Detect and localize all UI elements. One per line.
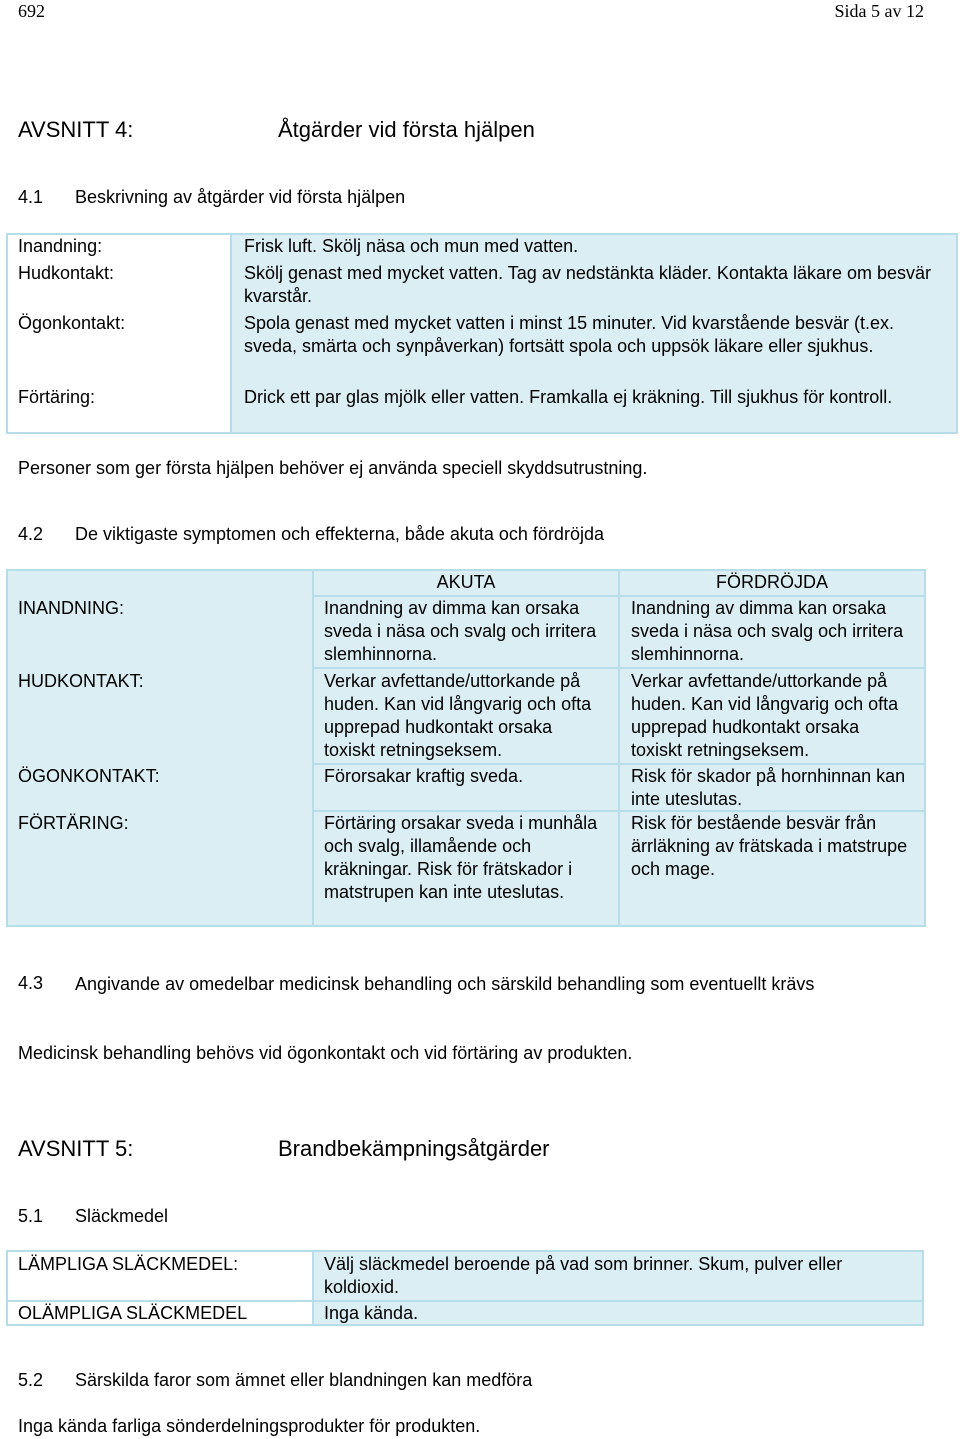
subsection-4-1-title: Beskrivning av åtgärder vid första hjälpen — [75, 187, 406, 207]
section-4-label: AVSNITT 4: — [18, 117, 134, 142]
symptoms-delayed-inhalation: Inandning av dimma kan orsaka sveda i näsa och svalg och irritera slemhinnorna. — [631, 598, 904, 664]
extinguishing-label-suitable: LÄMPLIGA SLÄCKMEDEL: — [18, 1254, 239, 1274]
symptoms-acute-ingestion: Förtäring orsakar sveda i munhåla och svalg, illamående och kräkningar. Risk för frätskador i matstrupen kan inte uteslutas. — [324, 813, 598, 902]
extinguishing-text-unsuitable: Inga kända. — [324, 1303, 419, 1323]
subsection-4-2-number: 4.2 — [18, 524, 44, 544]
symptoms-header-delayed: FÖRDRÖJDA — [716, 572, 828, 592]
symptoms-divider-1 — [312, 569, 314, 927]
subsection-5-2-title: Särskilda faror som ämnet eller blandningen kan medföra — [75, 1370, 533, 1390]
symptoms-acute-skin: Verkar avfettande/uttorkande på huden. Kan vid långvarig och ofta upprepad hudkontakt orsaka toxiskt retningseksem. — [324, 671, 592, 760]
section-5-label: AVSNITT 5: — [18, 1136, 134, 1161]
symptoms-delayed-eyes: Risk för skador på hornhinnan kan inte uteslutas. — [631, 766, 906, 809]
first-aid-divider — [230, 233, 232, 434]
first-aid-note: Personer som ger första hjälpen behöver ej använda speciell skyddsutrustning. — [18, 458, 648, 478]
first-aid-label-eyes: Ögonkontakt: — [18, 313, 126, 333]
first-aid-label-skin: Hudkontakt: — [18, 263, 115, 283]
subsection-4-3-title: Angivande av omedelbar medicinsk behandling och särskild behandling som eventuellt krävs — [75, 974, 815, 994]
symptoms-header-acute: AKUTA — [436, 572, 496, 592]
symptoms-rule-1 — [314, 667, 924, 669]
medical-treatment-text: Medicinsk behandling behövs vid ögonkontakt och vid förtäring av produkten. — [18, 1043, 633, 1063]
page-number: 692 — [18, 1, 45, 21]
extinguishing-label-unsuitable: OLÄMPLIGA SLÄCKMEDEL — [18, 1303, 248, 1323]
hazards-text: Inga kända farliga sönderdelningsprodukter för produkten. — [18, 1416, 481, 1436]
subsection-4-1-number: 4.1 — [18, 187, 44, 207]
symptoms-delayed-skin: Verkar avfettande/uttorkande på huden. Kan vid långvarig och ofta upprepad hudkontakt orsaka toxiskt retningseksem. — [631, 671, 899, 760]
extinguishing-text-suitable: Välj släckmedel beroende på vad som brinner. Skum, pulver eller koldioxid. — [324, 1254, 843, 1297]
section-5-title: Brandbekämpningsåtgärder — [278, 1136, 550, 1161]
symptoms-acute-inhalation: Inandning av dimma kan orsaka sveda i näsa och svalg och irritera slemhinnorna. — [324, 598, 597, 664]
symptoms-label-inhalation: INANDNING: — [18, 598, 125, 618]
subsection-5-2-number: 5.2 — [18, 1370, 44, 1390]
subsection-4-2-title: De viktigaste symptomen och effekterna, både akuta och fördröjda — [75, 524, 604, 544]
page-info: Sida 5 av 12 — [834, 1, 924, 21]
symptoms-label-ingestion: FÖRTÄRING: — [18, 813, 129, 833]
symptoms-divider-2 — [618, 569, 620, 927]
subsection-5-1-number: 5.1 — [18, 1206, 44, 1226]
symptoms-label-eyes: ÖGONKONTAKT: — [18, 766, 160, 786]
extinguishing-divider — [312, 1250, 314, 1326]
section-4-title: Åtgärder vid första hjälpen — [278, 117, 535, 142]
symptoms-delayed-ingestion: Risk för bestående besvär från ärrläkning av frätskada i matstrupe och mage. — [631, 813, 908, 879]
first-aid-text-ingestion: Drick ett par glas mjölk eller vatten. Framkalla ej kräkning. Till sjukhus för kontroll. — [244, 387, 893, 407]
first-aid-label-inhalation: Inandning: — [18, 236, 103, 256]
first-aid-text-inhalation: Frisk luft. Skölj näsa och mun med vatten. — [244, 236, 579, 256]
first-aid-text-eyes: Spola genast med mycket vatten i minst 15 minuter. Vid kvarstående besvär (t.ex. sveda, smärta och synpåverkan) fortsätt spola och uppsök läkare eller sjukhus. — [244, 313, 894, 356]
symptoms-header-blank — [8, 571, 312, 595]
first-aid-text-skin: Skölj genast med mycket vatten. Tag av nedstänkta kläder. Kontakta läkare om besvär kvarstår. — [244, 263, 932, 306]
symptoms-acute-eyes: Förorsakar kraftig sveda. — [324, 766, 524, 786]
subsection-4-3-number: 4.3 — [18, 973, 44, 993]
symptoms-label-skin: HUDKONTAKT: — [18, 671, 144, 691]
subsection-5-1-title: Släckmedel — [75, 1206, 169, 1226]
first-aid-label-ingestion: Förtäring: — [18, 387, 96, 407]
